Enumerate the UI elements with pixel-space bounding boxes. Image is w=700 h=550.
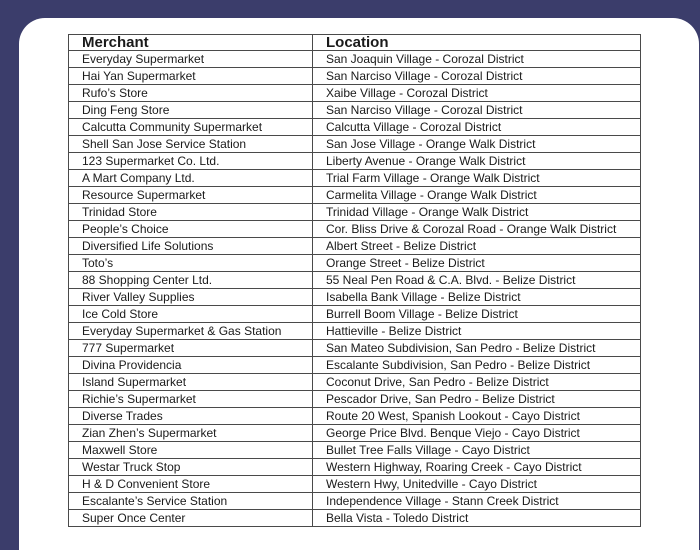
merchant-cell: Escalante’s Service Station (69, 493, 313, 510)
merchant-column-header: Merchant (69, 35, 313, 51)
merchant-cell: People’s Choice (69, 221, 313, 238)
location-cell: Hattieville - Belize District (313, 323, 641, 340)
location-cell: Burrell Boom Village - Belize District (313, 306, 641, 323)
location-cell: Xaibe Village - Corozal District (313, 85, 641, 102)
merchant-cell: H & D Convenient Store (69, 476, 313, 493)
location-cell: Liberty Avenue - Orange Walk District (313, 153, 641, 170)
merchant-cell: Rufo’s Store (69, 85, 313, 102)
location-cell: Bullet Tree Falls Village - Cayo District (313, 442, 641, 459)
location-cell: Cor. Bliss Drive & Corozal Road - Orange Walk District (313, 221, 641, 238)
table-row (69, 357, 641, 374)
merchant-cell: Diverse Trades (69, 408, 313, 425)
merchant-cell: Richie’s Supermarket (69, 391, 313, 408)
merchant-cell: Resource Supermarket (69, 187, 313, 204)
merchant-cell: Ice Cold Store (69, 306, 313, 323)
table-row (69, 170, 641, 187)
table-row (69, 476, 641, 493)
location-cell: George Price Blvd. Benque Viejo - Cayo District (313, 425, 641, 442)
table-row (69, 374, 641, 391)
location-cell: Bella Vista - Toledo District (313, 510, 641, 527)
table-row (69, 442, 641, 459)
table-row (69, 221, 641, 238)
table-row (69, 408, 641, 425)
merchant-cell: Zian Zhen’s Supermarket (69, 425, 313, 442)
table-row (69, 510, 641, 527)
table-row (69, 238, 641, 255)
location-cell: Trial Farm Village - Orange Walk District (313, 170, 641, 187)
table-row (69, 153, 641, 170)
merchant-cell: Island Supermarket (69, 374, 313, 391)
location-cell: Independence Village - Stann Creek District (313, 493, 641, 510)
merchant-cell: Trinidad Store (69, 204, 313, 221)
location-cell: Calcutta Village - Corozal District (313, 119, 641, 136)
merchant-cell: Westar Truck Stop (69, 459, 313, 476)
table-row (69, 85, 641, 102)
merchant-cell: Super Once Center (69, 510, 313, 527)
location-cell: Route 20 West, Spanish Lookout - Cayo District (313, 408, 641, 425)
table-row (69, 391, 641, 408)
merchant-cell: 777 Supermarket (69, 340, 313, 357)
table-header-row (69, 35, 641, 51)
table-row (69, 68, 641, 85)
location-cell: Western Highway, Roaring Creek - Cayo District (313, 459, 641, 476)
table-row (69, 493, 641, 510)
location-cell: Western Hwy, Unitedville - Cayo District (313, 476, 641, 493)
table-row (69, 187, 641, 204)
location-cell: San Narciso Village - Corozal District (313, 102, 641, 119)
table-row (69, 340, 641, 357)
merchant-cell: Shell San Jose Service Station (69, 136, 313, 153)
merchant-cell: Everyday Supermarket (69, 51, 313, 68)
table-row (69, 136, 641, 153)
table-row (69, 51, 641, 68)
location-cell: Isabella Bank Village - Belize District (313, 289, 641, 306)
location-cell: San Joaquin Village - Corozal District (313, 51, 641, 68)
table-row (69, 119, 641, 136)
location-column-header: Location (313, 35, 641, 51)
location-cell: 55 Neal Pen Road & C.A. Blvd. - Belize District (313, 272, 641, 289)
table-row (69, 272, 641, 289)
merchant-cell: 88 Shopping Center Ltd. (69, 272, 313, 289)
table-row (69, 204, 641, 221)
location-cell: Carmelita Village - Orange Walk District (313, 187, 641, 204)
location-cell: Trinidad Village - Orange Walk District (313, 204, 641, 221)
merchant-cell: Diversified Life Solutions (69, 238, 313, 255)
location-cell: San Mateo Subdivision, San Pedro - Belize District (313, 340, 641, 357)
merchant-cell: Everyday Supermarket & Gas Station (69, 323, 313, 340)
location-cell: San Narciso Village - Corozal District (313, 68, 641, 85)
location-cell: Orange Street - Belize District (313, 255, 641, 272)
merchant-cell: River Valley Supplies (69, 289, 313, 306)
merchant-cell: Calcutta Community Supermarket (69, 119, 313, 136)
merchant-cell: Divina Providencia (69, 357, 313, 374)
table-row (69, 306, 641, 323)
location-cell: Albert Street - Belize District (313, 238, 641, 255)
merchant-cell: Toto’s (69, 255, 313, 272)
table-body (69, 51, 641, 527)
location-cell: Pescador Drive, San Pedro - Belize District (313, 391, 641, 408)
merchant-cell: A Mart Company Ltd. (69, 170, 313, 187)
location-cell: Coconut Drive, San Pedro - Belize District (313, 374, 641, 391)
table-row (69, 255, 641, 272)
merchant-location-table (68, 34, 641, 527)
table-row (69, 323, 641, 340)
table-row (69, 459, 641, 476)
merchant-cell: 123 Supermarket Co. Ltd. (69, 153, 313, 170)
table-row (69, 289, 641, 306)
table-row (69, 102, 641, 119)
merchant-cell: Ding Feng Store (69, 102, 313, 119)
merchant-cell: Hai Yan Supermarket (69, 68, 313, 85)
location-cell: San Jose Village - Orange Walk District (313, 136, 641, 153)
merchant-cell: Maxwell Store (69, 442, 313, 459)
table-row (69, 425, 641, 442)
location-cell: Escalante Subdivision, San Pedro - Belize District (313, 357, 641, 374)
